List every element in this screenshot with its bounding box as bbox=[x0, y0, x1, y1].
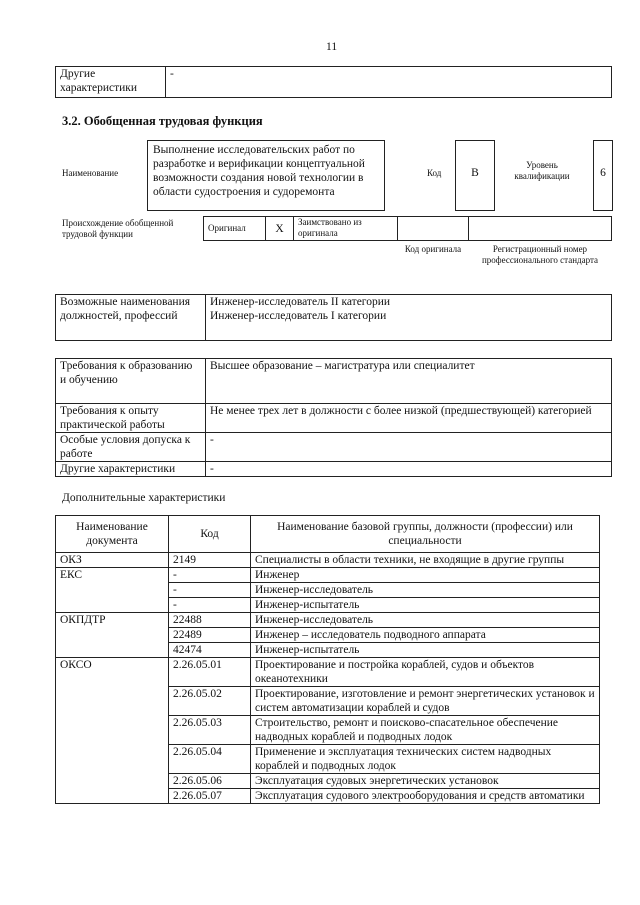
header-name: Наименование базовой группы, должности (профессии) или специальности bbox=[251, 516, 600, 553]
row-code: 22489 bbox=[169, 628, 251, 643]
row-name: Инженер bbox=[251, 568, 600, 583]
table-row bbox=[56, 613, 600, 628]
code-label: Код bbox=[427, 168, 442, 178]
row-name: Эксплуатация судовых энергетических установок bbox=[251, 774, 600, 789]
header-document: Наименование документа bbox=[56, 516, 169, 553]
function-name-box bbox=[147, 140, 385, 211]
requirement-label: Особые условия допуска к работе bbox=[56, 433, 206, 462]
requirements-table bbox=[55, 358, 612, 477]
value: - bbox=[166, 67, 612, 98]
label: Другие характеристики bbox=[56, 67, 166, 98]
code-value: B bbox=[471, 167, 479, 179]
requirement-label: Другие характеристики bbox=[56, 462, 206, 477]
name-label: Наименование bbox=[62, 168, 119, 178]
code-box bbox=[455, 140, 495, 211]
function-name: Выполнение исследовательских работ по разработке и верификации концептуальной возможности создания новой технологии в области судостроения и судоремонта bbox=[153, 144, 365, 198]
level-box bbox=[593, 140, 613, 211]
row-name: Строительство, ремонт и поисково-спасательное обеспечение надводных кораблей и подводных лодок bbox=[251, 716, 600, 745]
document-name: ОКСО bbox=[56, 658, 169, 804]
requirement-value: - bbox=[206, 462, 612, 477]
row-code: - bbox=[169, 583, 251, 598]
table-row bbox=[56, 553, 600, 568]
requirement-label: Требования к образованию и обучению bbox=[56, 359, 206, 404]
row-code: - bbox=[169, 568, 251, 583]
position-item: Инженер-исследователь II категории bbox=[210, 296, 391, 308]
row-code: 2.26.05.03 bbox=[169, 716, 251, 745]
code-caption: Код оригинала bbox=[404, 244, 462, 254]
row-name: Проектирование и постройка кораблей, судов и объектов океанотехники bbox=[251, 658, 600, 687]
original-code-cell bbox=[398, 217, 469, 241]
additional-title: Дополнительные характеристики bbox=[62, 492, 226, 504]
row-code: 2.26.05.02 bbox=[169, 687, 251, 716]
row-name: Инженер-исследователь bbox=[251, 613, 600, 628]
document-name: ЕКС bbox=[56, 568, 169, 613]
row-name: Проектирование, изготовление и ремонт энергетических установок и систем автоматизации кораблей и судов bbox=[251, 687, 600, 716]
positions-label: Возможные наименования должностей, профессий bbox=[56, 295, 206, 341]
table-row bbox=[56, 658, 600, 687]
row-name: Специалисты в области техники, не входящие в другие группы bbox=[251, 553, 600, 568]
additional-table bbox=[55, 515, 600, 804]
requirement-value: - bbox=[206, 433, 612, 462]
requirement-label: Требования к опыту практической работы bbox=[56, 404, 206, 433]
row-code: 2.26.05.04 bbox=[169, 745, 251, 774]
row-code: 2.26.05.07 bbox=[169, 789, 251, 804]
positions-table bbox=[55, 294, 612, 341]
row-name: Инженер-испытатель bbox=[251, 598, 600, 613]
original-mark: X bbox=[266, 217, 294, 241]
row-code: 2.26.05.06 bbox=[169, 774, 251, 789]
row-code: 2149 bbox=[169, 553, 251, 568]
row-name: Эксплуатация судового электрооборудования и средств автоматики bbox=[251, 789, 600, 804]
row-name: Применение и эксплуатация технических систем надводных кораблей и подводных лодок bbox=[251, 745, 600, 774]
level-label: Уровень квалификации bbox=[514, 160, 570, 181]
row-name: Инженер-испытатель bbox=[251, 643, 600, 658]
document-name: ОКЗ bbox=[56, 553, 169, 568]
row-name: Инженер-исследователь bbox=[251, 583, 600, 598]
original-label: Оригинал bbox=[204, 217, 266, 241]
requirement-value: Не менее трех лет в должности с более низкой (предшествующей) категорией bbox=[206, 404, 612, 433]
table-row bbox=[56, 568, 600, 583]
header-code: Код bbox=[169, 516, 251, 553]
document-name: ОКПДТР bbox=[56, 613, 169, 658]
requirement-value: Высшее образование – магистратура или специалитет bbox=[206, 359, 612, 404]
position-item: Инженер-исследователь I категории bbox=[210, 310, 387, 322]
borrowed-label: Заимствовано из оригинала bbox=[294, 217, 398, 241]
row-code: - bbox=[169, 598, 251, 613]
origin-table bbox=[203, 216, 612, 241]
row-code: 2.26.05.01 bbox=[169, 658, 251, 687]
reg-number-cell bbox=[469, 217, 612, 241]
other-characteristics-table bbox=[55, 66, 612, 98]
origin-label: Происхождение обобщенной трудовой функции bbox=[62, 218, 174, 239]
row-name: Инженер – исследователь подводного аппарата bbox=[251, 628, 600, 643]
level-value: 6 bbox=[600, 167, 606, 179]
page-number: 11 bbox=[326, 41, 338, 53]
row-code: 42474 bbox=[169, 643, 251, 658]
section-title: 3.2. Обобщенная трудовая функция bbox=[62, 114, 263, 128]
reg-caption: Регистрационный номер профессионального стандарта bbox=[481, 244, 599, 265]
row-code: 22488 bbox=[169, 613, 251, 628]
